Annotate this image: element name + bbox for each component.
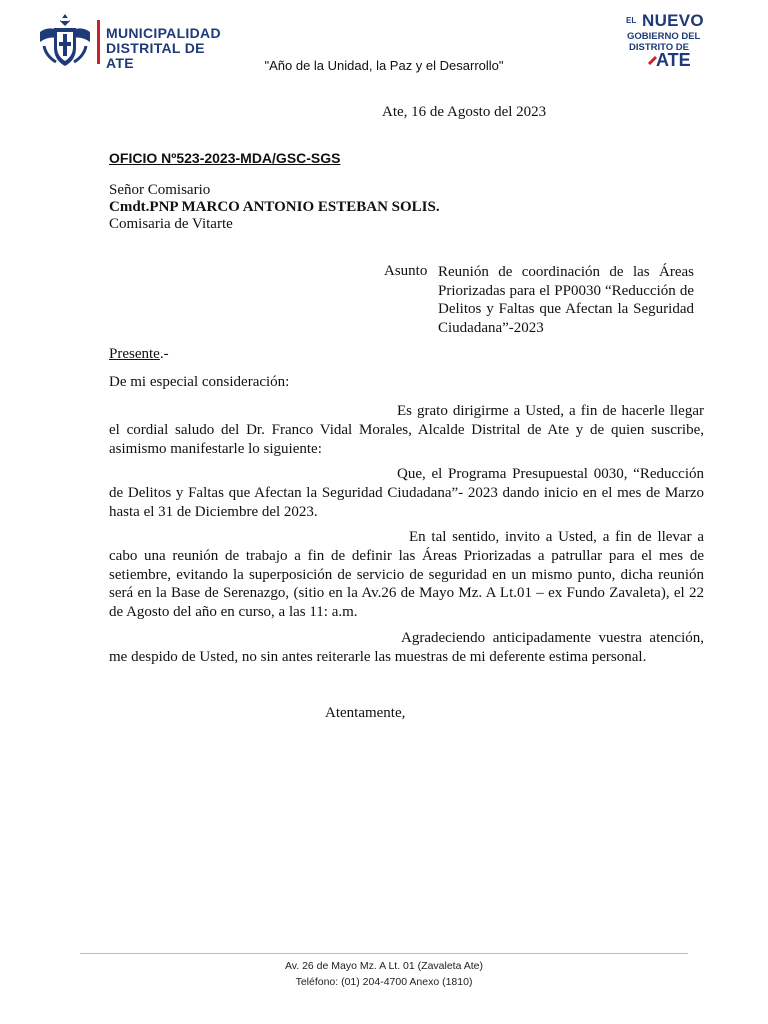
recipient-name: Cmdt.PNP MARCO ANTONIO ESTEBAN SOLIS.	[109, 199, 440, 215]
presente-word: Presente	[109, 346, 160, 362]
presente-suffix: .-	[159, 346, 169, 362]
gov-logo-big: NUEVO	[642, 11, 704, 30]
footer-address: Av. 26 de Mayo Mz. A Lt. 01 (Zavaleta Ate)	[284, 960, 484, 972]
recipient-office: Comisaria de Vitarte	[109, 216, 233, 232]
year-motto: "Año de la Unidad, la Paz y el Desarrollo"	[264, 58, 504, 73]
footer	[0, 958, 768, 990]
recipient-title: Señor Comisario	[109, 182, 211, 198]
oficio-number: OFICIO Nº523-2023-MDA/GSC-SGS	[109, 150, 341, 166]
logo-line-1: MUNICIPALIDAD	[106, 25, 221, 41]
body-paragraph-4: Agradeciendo anticipadamente vuestra atención, me despido de Usted, no sin antes reiterarle las muestras de mi deferente estima personal.	[109, 630, 704, 665]
letter-date: Ate, 16 de Agosto del 2023	[382, 104, 547, 120]
subject-text: Reunión de coordinación de las Áreas Priorizadas para el PP0030 “Reducción de Delitos y Faltas que Afectan la Seguridad Ciudadana”-2023	[438, 264, 694, 336]
gov-logo-small: EL	[626, 16, 637, 25]
presente-line	[109, 346, 169, 363]
gov-logo-line-2: GOBIERNO DEL	[627, 31, 701, 42]
recipient-block	[109, 182, 440, 233]
closing: Atentamente,	[325, 705, 406, 721]
logo-line-2: DISTRITAL DE ATE	[106, 40, 205, 71]
footer-divider	[80, 953, 688, 954]
body-paragraph-2: Que, el Programa Presupuestal 0030, “Reducción de Delitos y Faltas que Afectan la Seguridad Ciudadana”- 2023 dando inicio en el mes de Marzo hasta el 31 de Diciembre del 2023.	[109, 466, 704, 520]
body-paragraph-1: Es grato dirigirme a Usted, a fin de hacerle llegar el cordial saludo del Dr. Franco Vidal Morales, Alcalde Distrital de Ate y de quien suscribe, asimismo manifestarle lo siguiente:	[109, 403, 704, 457]
subject-label: Asunto	[384, 263, 428, 279]
footer-phone: Teléfono: (01) 204-4700 Anexo (1810)	[295, 976, 473, 988]
gov-logo-line-4: ATE	[656, 50, 691, 70]
body-paragraph-3: En tal sentido, invito a Usted, a fin de llevar a cabo una reunión de trabajo a fin de definir las Áreas Priorizadas a patrullar para el mes de setiembre, evitando la superposición de servicio de seguridad en un mismo punto, dicha reunión será en la Base de Serenazgo, (sitio en la Av.26 de Mayo Mz. A Lt.01 – ex Fundo Zavaleta), el 22 de Agosto del año en curso, a las 11: a.m.	[109, 529, 704, 621]
gov-logo-line-3: DISTRITO DE	[629, 42, 689, 53]
greeting: De mi especial consideración:	[109, 374, 290, 390]
